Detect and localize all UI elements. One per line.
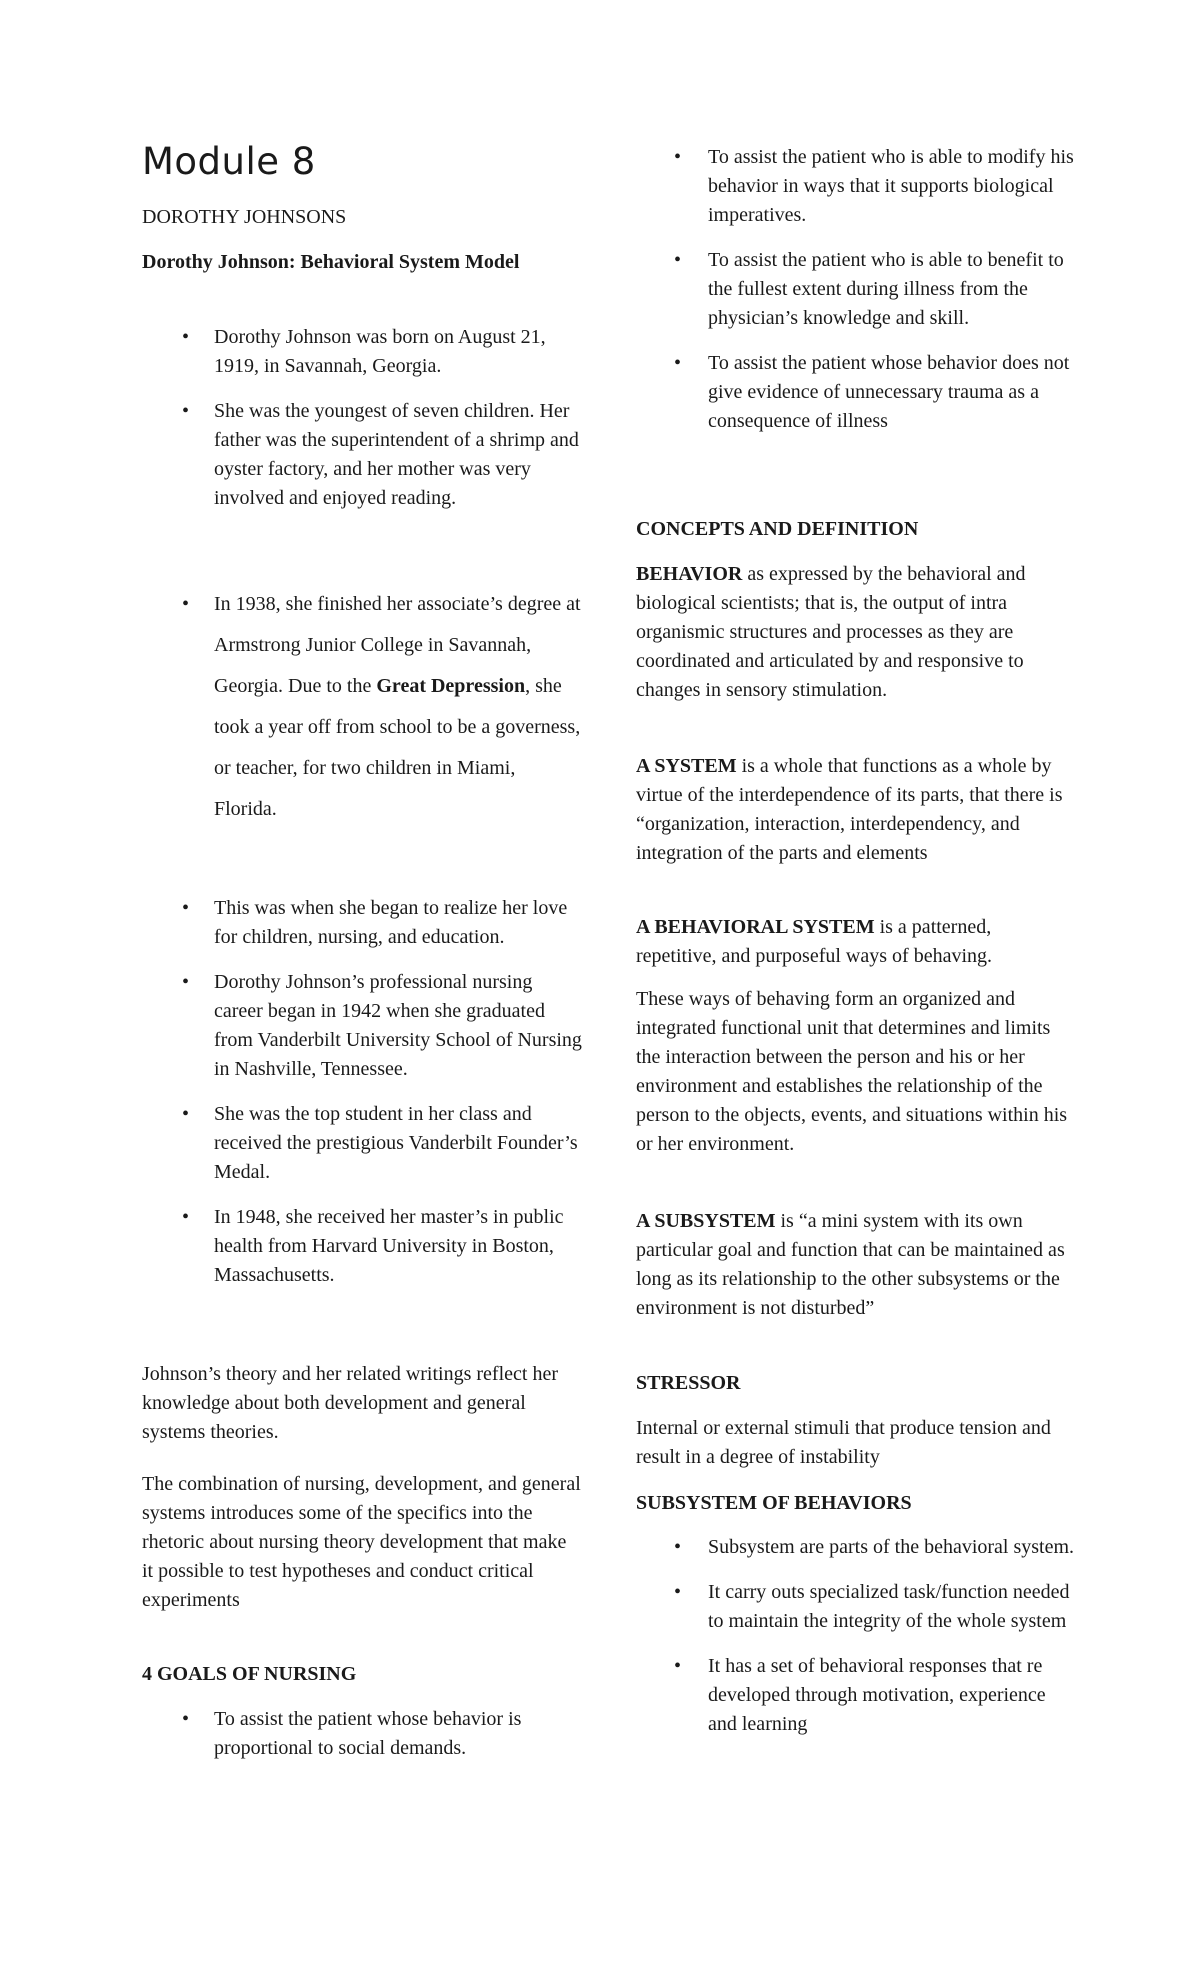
list-item-text: , she took a year off from school to be a governess, or teacher, for two children in Miami, Florida. — [214, 675, 581, 820]
section-heading: 4 GOALS OF NURSING — [142, 1663, 357, 1685]
list-item — [636, 1652, 1076, 1739]
bullet-glyph: • — [182, 1206, 190, 1228]
system-definition-block — [636, 752, 1076, 868]
list-item-text: Dorothy Johnson’s professional nursing career began in 1942 when she graduated from Vanderbilt University School of Nursing in Nashville, Tennessee. — [214, 971, 582, 1080]
definition-text: is “a mini system with its own particular goal and function that can be maintained as long as its relationship to the other subsystems or the environment is not disturbed” — [636, 1210, 1065, 1319]
list-item — [142, 894, 582, 952]
subsystem-definition-block — [636, 1207, 1076, 1323]
list-item-text: It has a set of behavioral responses that re developed through motivation, experience and learning — [708, 1655, 1046, 1735]
bullet-glyph: • — [182, 897, 190, 919]
subsystem-bullets-block — [636, 1533, 1076, 1755]
bio-bullets-bottom — [142, 894, 582, 1306]
main-heading-block — [142, 248, 582, 277]
section-heading: SUBSYSTEM OF BEHAVIORS — [636, 1492, 912, 1514]
subsystem-list — [636, 1533, 1076, 1739]
paragraph-block-1 — [142, 1360, 582, 1447]
bullet-glyph: • — [674, 1655, 682, 1677]
bullet-glyph: • — [674, 1536, 682, 1558]
goals-list — [142, 1705, 582, 1763]
bullet-glyph: • — [674, 249, 682, 271]
definition-term: A SYSTEM — [636, 755, 737, 777]
list-item — [142, 968, 582, 1084]
list-item — [142, 584, 582, 830]
definition-paragraph — [636, 752, 1076, 868]
definition-text: as expressed by the behavioral and biological scientists; that is, the output of intra organismic structures and processes as they are coordinated and articulated by and responsive to changes in sensory stimulation. — [636, 563, 1026, 701]
subsystem-behaviors-heading-block — [636, 1489, 1076, 1518]
paragraph-block-2 — [142, 1470, 582, 1615]
definition-paragraph — [636, 560, 1076, 705]
goals-heading-block — [142, 1660, 582, 1689]
bio-bullet-tall-block — [142, 584, 582, 846]
bio-list-3 — [142, 894, 582, 1290]
list-item — [636, 143, 1076, 230]
list-item — [636, 349, 1076, 436]
bio-list-1 — [142, 323, 582, 513]
definition-paragraph — [636, 1207, 1076, 1323]
list-item-text: To assist the patient who is able to benefit to the fullest extent during illness from the physician’s knowledge and skill. — [708, 249, 1064, 329]
list-item-text: In 1938, she finished her associate’s degree at Armstrong Junior College in Savannah, Georgia. Due to the — [214, 593, 581, 697]
body-paragraph: Johnson’s theory and her related writings reflect her knowledge about both development and general systems theories. — [142, 1363, 558, 1443]
definition-term: BEHAVIOR — [636, 563, 743, 585]
main-heading: Dorothy Johnson: Behavioral System Model — [142, 251, 520, 273]
list-item-text: It carry outs specialized task/function needed to maintain the integrity of the whole system — [708, 1581, 1070, 1632]
bullet-glyph: • — [182, 971, 190, 993]
list-item-text: Dorothy Johnson was born on August 21, 1919, in Savannah, Georgia. — [214, 326, 546, 377]
bullet-glyph: • — [182, 1708, 190, 1730]
section-heading: CONCEPTS AND DEFINITION — [636, 518, 919, 540]
list-item — [142, 323, 582, 381]
goals-list-left — [142, 1705, 582, 1779]
bullet-glyph: • — [182, 1103, 190, 1125]
list-item-text: To assist the patient who is able to modify his behavior in ways that it supports biological imperatives. — [708, 146, 1074, 226]
list-item — [636, 1578, 1076, 1636]
bullet-glyph: • — [182, 400, 190, 422]
body-paragraph: These ways of behaving form an organized and integrated functional unit that determines and limits the interaction between the person and his or her environment and establishes the relationship of the person to the objects, events, and situations within his or her environment. — [636, 988, 1068, 1155]
bullet-glyph: • — [182, 326, 190, 348]
bold-term: Great Depression — [376, 675, 526, 697]
behavioral-system-definition-block — [636, 913, 1076, 971]
list-item-text: Subsystem are parts of the behavioral system. — [708, 1536, 1075, 1558]
bullet-glyph: • — [674, 146, 682, 168]
definition-term: A SUBSYSTEM — [636, 1210, 776, 1232]
bullet-glyph: • — [674, 1581, 682, 1603]
list-item-text: To assist the patient whose behavior is proportional to social demands. — [214, 1708, 522, 1759]
definition-paragraph — [636, 913, 1076, 971]
list-item-text: This was when she began to realize her love for children, nursing, and education. — [214, 897, 568, 948]
behavior-definition-block — [636, 560, 1076, 705]
list-item-text: She was the youngest of seven children. Her father was the superintendent of a shrimp and oyster factory, and her mother was very involved and enjoyed reading. — [214, 400, 579, 509]
goals-list-continued — [636, 143, 1076, 436]
bullet-glyph: • — [674, 352, 682, 374]
list-item — [142, 397, 582, 513]
list-item — [142, 1705, 582, 1763]
stressor-heading-block — [636, 1369, 1076, 1398]
list-item — [636, 246, 1076, 333]
ways-paragraph-block — [636, 985, 1076, 1159]
list-item — [142, 1100, 582, 1187]
list-item — [636, 1533, 1076, 1562]
concepts-heading-block — [636, 515, 1076, 544]
module-title: Module 8 — [142, 140, 316, 183]
list-item-text: She was the top student in her class and received the prestigious Vanderbilt Founder’s Medal. — [214, 1103, 578, 1183]
list-item — [142, 1203, 582, 1290]
goals-list-right — [636, 143, 1076, 452]
bullet-glyph: • — [182, 593, 190, 615]
definition-term: A BEHAVIORAL SYSTEM — [636, 916, 875, 938]
list-item-text: In 1948, she received her master’s in public health from Harvard University in Boston, Massachusetts. — [214, 1206, 564, 1286]
list-item-text: To assist the patient whose behavior does not give evidence of unnecessary trauma as a consequence of illness — [708, 352, 1070, 432]
bio-bullets-top — [142, 323, 582, 529]
bio-list-2 — [142, 584, 582, 830]
definition-text: is a patterned, repetitive, and purposeful ways of behaving. — [636, 916, 993, 967]
document-subtitle: DOROTHY JOHNSONS — [142, 206, 347, 228]
body-paragraph: Internal or external stimuli that produce tension and result in a degree of instability — [636, 1417, 1051, 1468]
body-paragraph: The combination of nursing, development, and general systems introduces some of the specifics into the rhetoric about nursing theory development that make it possible to test hypotheses and conduct critical experiments — [142, 1473, 581, 1611]
definition-text: is a whole that functions as a whole by virtue of the interdependence of its parts, that there is “organization, interaction, interdependency, and integration of the parts and elements — [636, 755, 1063, 864]
stressor-definition-block — [636, 1414, 1076, 1472]
section-heading: STRESSOR — [636, 1372, 741, 1394]
